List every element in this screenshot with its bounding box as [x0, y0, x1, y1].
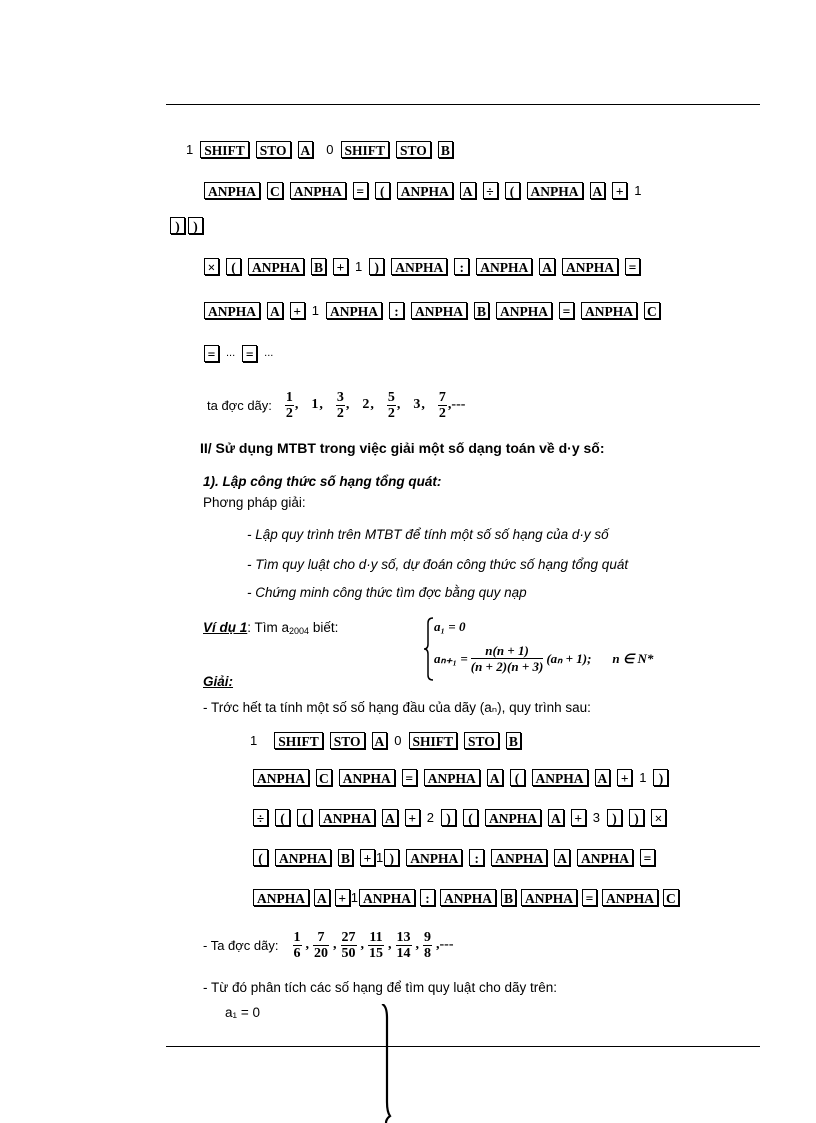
sequence-term: 2 — [362, 397, 370, 412]
keyseq-line-4 — [204, 255, 640, 277]
equation-line-1: a₁ = 0 — [434, 619, 466, 634]
key-a: A — [298, 141, 314, 158]
sequence-2 — [203, 925, 454, 965]
subscript: 2004 — [289, 626, 310, 636]
sep: , — [415, 937, 419, 952]
key-b: B — [501, 889, 516, 906]
keyseq-line-6 — [204, 342, 273, 364]
key-anpha: ANPHA — [440, 889, 496, 906]
section-heading: II/ Sử dụng MTBT trong việc giải một số dạng toán về d·y số: — [200, 440, 605, 456]
sequence-term: 3 — [413, 397, 421, 412]
keyseq-line-1 — [186, 138, 453, 160]
keyseq2-line-4 — [253, 846, 655, 868]
key-anpha: ANPHA — [424, 769, 480, 786]
key-anpha: ANPHA — [339, 769, 395, 786]
method-label: Phơng pháp giải: — [203, 495, 306, 510]
keyseq-line-2 — [204, 179, 641, 201]
key-anpha: ANPHA — [521, 889, 577, 906]
sequence-1 — [207, 385, 465, 425]
key-c: C — [663, 889, 679, 906]
key-a: A — [460, 182, 476, 199]
sep: ,--- — [436, 937, 454, 952]
key-rparen: ) — [629, 809, 644, 826]
key-shift: SHIFT — [200, 141, 249, 158]
number: 1 — [376, 849, 384, 865]
key-equals: = — [582, 889, 597, 906]
key-anpha: ANPHA — [532, 769, 588, 786]
key-plus: + — [571, 809, 586, 826]
key-c: C — [316, 769, 332, 786]
key-plus: + — [290, 302, 305, 319]
number: 0 — [326, 141, 334, 157]
sep: ,--- — [447, 397, 466, 412]
sequence-term: $\frac{13}{14}$ — [396, 929, 411, 961]
key-sto: STO — [330, 732, 365, 749]
key-rparen: ) — [369, 258, 384, 275]
key-anpha: ANPHA — [411, 302, 467, 319]
key-equals: = — [353, 182, 368, 199]
key-rparen: ) — [170, 217, 185, 234]
sep: , — [319, 397, 323, 412]
number: 1 — [355, 258, 363, 274]
number: 3 — [592, 809, 600, 825]
key-sto: STO — [396, 141, 431, 158]
key-equals: = — [242, 345, 257, 362]
example-text: biết: — [309, 620, 339, 635]
key-b: B — [438, 141, 453, 158]
equation-fraction: $\frac{n(n + 1)}{(n + 2)(n + 3)}$ — [470, 643, 544, 674]
key-anpha: ANPHA — [359, 889, 415, 906]
sep: , — [305, 937, 309, 952]
key-a: A — [590, 182, 606, 199]
key-plus: + — [617, 769, 632, 786]
equation-lhs: aₙ₊₁ = — [434, 650, 468, 666]
sequence-term: $\frac{1}{2}$ — [285, 389, 293, 421]
keyseq2-line-2 — [253, 766, 668, 788]
analysis-line: - Từ đó phân tích các số hạng để tìm quy luật cho dãy trên: — [203, 980, 557, 995]
key-anpha: ANPHA — [319, 809, 375, 826]
key-equals: = — [625, 258, 640, 275]
key-plus: + — [612, 182, 627, 199]
key-sto: STO — [256, 141, 291, 158]
number: 1 — [186, 141, 194, 157]
number: 2 — [426, 809, 434, 825]
key-lparen: ( — [463, 809, 478, 826]
key-plus: + — [335, 889, 350, 906]
key-divide: ÷ — [483, 182, 498, 199]
large-brace-icon — [376, 1004, 398, 1123]
key-anpha: ANPHA — [204, 302, 260, 319]
key-a: A — [554, 849, 570, 866]
sequence-prefix: ta đợc dãy: — [207, 397, 272, 413]
keyseq2-line-5 — [253, 886, 679, 908]
key-anpha: ANPHA — [476, 258, 532, 275]
ellipsis: ... — [226, 347, 236, 359]
sequence-term: $\frac{7}{20}$ — [314, 929, 328, 961]
sep: , — [360, 937, 364, 952]
equation-condition: n ∈ N* — [612, 650, 654, 666]
key-divide: ÷ — [253, 809, 268, 826]
key-anpha: ANPHA — [485, 809, 541, 826]
number: 1 — [639, 769, 647, 785]
keyseq2-line-1 — [250, 729, 521, 751]
key-equals: = — [559, 302, 574, 319]
key-anpha: ANPHA — [275, 849, 331, 866]
bullet-1: - Lập quy trình trên MTBT để tính một số số hạng của d·y số — [247, 527, 609, 542]
key-anpha: ANPHA — [397, 182, 453, 199]
key-a: A — [267, 302, 283, 319]
equation-system — [424, 617, 724, 683]
sep: , — [345, 397, 350, 412]
key-anpha: ANPHA — [406, 849, 462, 866]
key-b: B — [474, 302, 489, 319]
key-anpha: ANPHA — [253, 889, 309, 906]
key-equals: = — [204, 345, 219, 362]
solution-label: Giải: — [203, 674, 234, 689]
example-line — [203, 620, 338, 636]
key-rparen: ) — [653, 769, 668, 786]
number: 1 — [634, 182, 642, 198]
key-colon: : — [469, 849, 484, 866]
header-rule — [166, 104, 760, 105]
key-colon: : — [454, 258, 469, 275]
key-a: A — [382, 809, 398, 826]
number: 1 — [350, 889, 358, 905]
key-a: A — [595, 769, 611, 786]
key-colon: : — [389, 302, 404, 319]
sequence-term: $\frac{11}{15}$ — [369, 929, 383, 961]
sep: , — [396, 397, 401, 412]
bullet-2: - Tìm quy luật cho d·y số, dự đoán công thức số hạng tổng quát — [247, 557, 629, 572]
key-a: A — [487, 769, 503, 786]
sub-heading: 1). Lập công thức số hạng tổng quát: — [203, 474, 442, 489]
example-label: Ví dụ 1 — [203, 620, 248, 635]
key-lparen: ( — [297, 809, 312, 826]
number: 0 — [394, 732, 402, 748]
key-shift: SHIFT — [409, 732, 458, 749]
key-times: × — [204, 258, 219, 275]
key-b: B — [506, 732, 521, 749]
key-rparen: ) — [188, 217, 203, 234]
key-anpha: ANPHA — [204, 182, 260, 199]
sequence-term: $\frac{9}{8}$ — [424, 929, 431, 961]
key-colon: : — [420, 889, 435, 906]
key-shift: SHIFT — [341, 141, 390, 158]
keyseq-line-5 — [204, 299, 660, 321]
key-anpha: ANPHA — [491, 849, 547, 866]
key-anpha: ANPHA — [577, 849, 633, 866]
number: 1 — [311, 302, 319, 318]
sep: , — [294, 397, 299, 412]
key-lparen: ( — [226, 258, 241, 275]
key-anpha: ANPHA — [253, 769, 309, 786]
example-text: : Tìm a — [247, 620, 290, 635]
sequence-prefix: - Ta đợc dãy: — [203, 937, 279, 953]
key-lparen: ( — [505, 182, 520, 199]
key-times: × — [651, 809, 666, 826]
key-a: A — [372, 732, 388, 749]
key-b: B — [311, 258, 326, 275]
sequence-term: $\frac{7}{2}$ — [438, 389, 446, 421]
key-c: C — [267, 182, 283, 199]
sequence-term: $\frac{3}{2}$ — [336, 389, 344, 421]
key-anpha: ANPHA — [326, 302, 382, 319]
key-lparen: ( — [510, 769, 525, 786]
ellipsis: ... — [264, 347, 274, 359]
key-equals: = — [640, 849, 655, 866]
footer-rule — [166, 1046, 760, 1047]
key-rparen: ) — [384, 849, 399, 866]
brace-icon — [424, 617, 434, 681]
number: 1 — [250, 732, 258, 748]
key-a: A — [314, 889, 330, 906]
key-anpha: ANPHA — [602, 889, 658, 906]
key-b: B — [338, 849, 353, 866]
sep: , — [370, 397, 374, 412]
key-anpha: ANPHA — [527, 182, 583, 199]
key-plus: + — [360, 849, 375, 866]
keyseq-line-3 — [170, 214, 203, 236]
sequence-term: 1 — [311, 397, 319, 412]
sep: , — [421, 397, 425, 412]
key-rparen: ) — [441, 809, 456, 826]
first-step-line: - Trớc hết ta tính một số số hạng đầu của dãy (aₙ), quy trình sau: — [203, 700, 591, 715]
key-anpha: ANPHA — [290, 182, 346, 199]
key-anpha: ANPHA — [581, 302, 637, 319]
key-sto: STO — [464, 732, 499, 749]
key-anpha: ANPHA — [562, 258, 618, 275]
key-c: C — [644, 302, 660, 319]
sep: , — [333, 937, 337, 952]
key-plus: + — [405, 809, 420, 826]
key-anpha: ANPHA — [391, 258, 447, 275]
key-equals: = — [402, 769, 417, 786]
bullet-3: - Chứng minh công thức tìm đợc bằng quy nạp — [247, 585, 527, 600]
key-lparen: ( — [253, 849, 268, 866]
key-anpha: ANPHA — [248, 258, 304, 275]
a1-line: a₁ = 0 — [225, 1005, 260, 1020]
sequence-term: $\frac{5}{2}$ — [387, 389, 395, 421]
equation-tail: (aₙ + 1); — [546, 650, 592, 666]
key-lparen: ( — [375, 182, 390, 199]
sequence-term: $\frac{27}{50}$ — [341, 929, 356, 961]
key-lparen: ( — [275, 809, 290, 826]
key-plus: + — [333, 258, 348, 275]
keyseq2-line-3 — [253, 806, 666, 828]
sep: , — [388, 937, 392, 952]
key-anpha: ANPHA — [496, 302, 552, 319]
equation-line-2 — [434, 643, 653, 674]
key-a: A — [539, 258, 555, 275]
sequence-term: $\frac{1}{6}$ — [293, 929, 301, 961]
key-rparen: ) — [607, 809, 622, 826]
key-shift: SHIFT — [274, 732, 323, 749]
key-a: A — [548, 809, 564, 826]
